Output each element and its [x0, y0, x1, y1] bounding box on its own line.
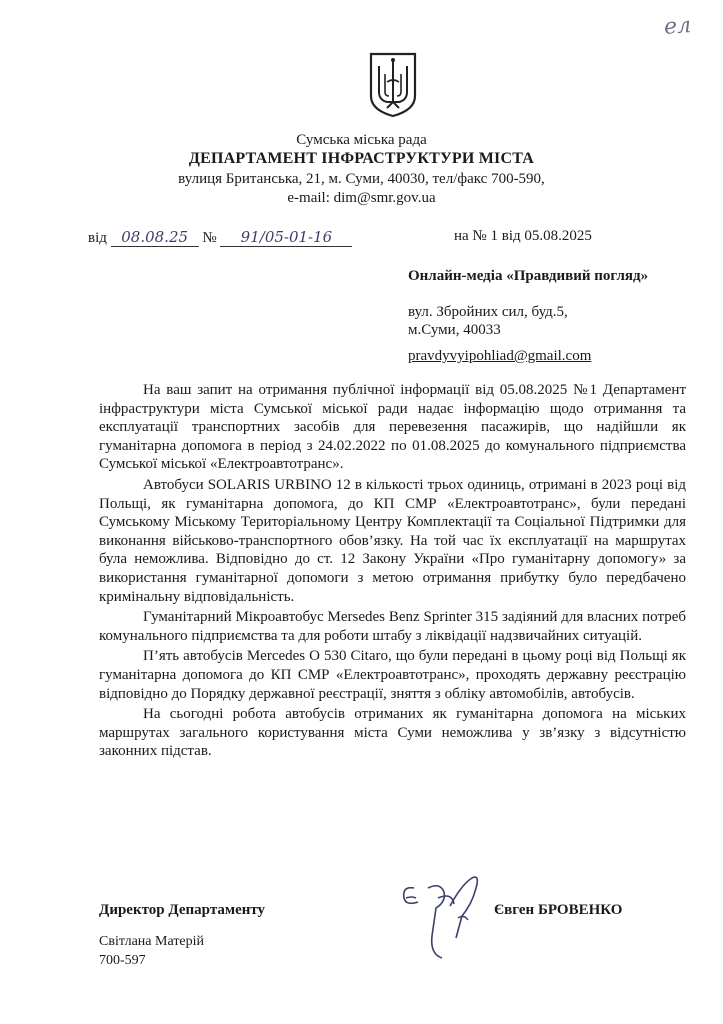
paragraph: П’ять автобусів Mercedes O 530 Citaro, що були передані в цьому році від Польщі як гуманітарна допомога до КП СМР «Електроавтотранс», проходять державну реєстрацію відповідно до Порядку державної реєстрації, зняття з обліку автомобілів, автобусів.: [99, 648, 686, 702]
number-label: №: [202, 230, 217, 246]
signatory-name: Євген БРОВЕНКО: [494, 902, 623, 918]
executor-name: Світлана Матерій: [99, 934, 205, 949]
addressee-city: м.Суми, 40033: [408, 322, 501, 338]
paragraph: Гуманітарний Мікроавтобус Mersedes Benz Sprinter 315 задіяний для власних потреб комунального підприємства та для роботи штабу з ліквідації надзвичайних ситуацій.: [99, 609, 686, 644]
department-address: вулиця Британська, 21, м. Суми, 40030, тел/факс 700-590,: [178, 171, 545, 187]
paragraph: На ваш запит на отримання публічної інформації від 05.08.2025 №1 Департамент інфраструктури міста Сумської міської ради надає інформацію щодо отримання та експлуатації транспортних засобів для перевезення пасажирів, що надійшли як гуманітарна допомога в період з 24.02.2022 по 01.08.2025 до комунального підприємства Сумської міської «Електроавтотранс».: [99, 382, 686, 473]
executor-info: [99, 932, 204, 970]
handwritten-number: 91/05-01-16: [220, 228, 352, 247]
addressee-organization: Онлайн-медіа «Правдивий погляд»: [408, 268, 649, 284]
signatory-title: Директор Департаменту: [99, 902, 266, 918]
response-reference: на № 1 від 05.08.2025: [454, 228, 592, 244]
department-email: e-mail: dim@smr.gov.ua: [287, 190, 436, 206]
handwritten-corner-note: ел: [663, 13, 692, 40]
letter-body: [99, 381, 686, 761]
council-name: Сумська міська рада: [296, 132, 427, 148]
handwritten-date: 08.08.25: [111, 228, 199, 247]
coat-of-arms-icon: [369, 52, 417, 118]
department-name: ДЕПАРТАМЕНТ ІНФРАСТРУКТУРИ МІСТА: [188, 150, 535, 167]
handwritten-signature: [392, 858, 502, 968]
executor-phone: 700-597: [99, 953, 146, 968]
addressee-street: вул. Збройних сил, буд.5,: [408, 304, 568, 320]
from-label: від: [88, 230, 107, 246]
addressee-email-link[interactable]: pravdyvyipohliad@gmail.com: [408, 348, 592, 364]
paragraph: На сьогодні робота автобусів отриманих як гуманітарна допомога на міських маршрутах загального користування міста Суми неможлива у зв’язку з відсутністю законних підстав.: [99, 706, 686, 760]
paragraph: Автобуси SOLARIS URBINO 12 в кількості трьох одиниць, отримані в 2023 році від Польщі, як гуманітарна допомога, до КП СМР «Електроавтотранс», були передані Сумському Міському Територіальному Центру Комплектації та Соціальної Підтримки для виконання військово-транспортного обов’язку. На той час їх експлуатації на маршрутах була неможлива. Відповідно до ст. 12 Закону України «Про гуманітарну допомогу» за використання гуманітарної допомоги з метою отримання прибутку було передбачено кримінальну відповідальність.: [99, 476, 686, 605]
